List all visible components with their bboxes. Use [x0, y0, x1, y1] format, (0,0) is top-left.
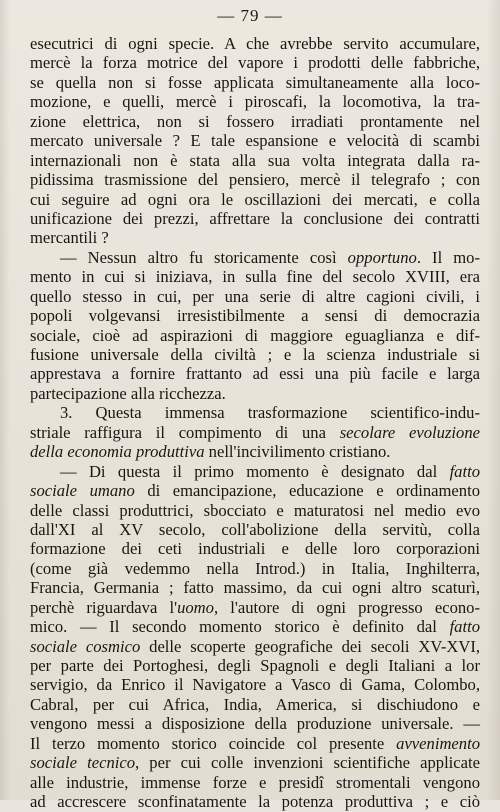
text-run: di emancipazione, educazione e ordinamento: [134, 481, 480, 501]
text-line: [30, 462, 480, 481]
text-line: [30, 423, 480, 442]
text-line: unificazione dei prezzi, affrettare la conclusione dei contratti: [30, 208, 480, 228]
text-line: Francia, Germania ; fatto massimo, da cui ogni altro scaturì,: [30, 578, 480, 598]
text-line: quello stesso in cui, per una serie di altre cagioni civili, i: [30, 286, 480, 306]
italic-text-run: sociale tecnico: [30, 753, 136, 773]
text-line: [30, 637, 480, 656]
italic-text-run: sociale umano: [30, 481, 135, 501]
italic-text-run: uomo: [177, 597, 214, 617]
italic-text-run: fatto: [449, 617, 480, 637]
text-run: — Nessun altro fu storicamente così: [60, 247, 348, 267]
italic-text-run: fatto: [449, 461, 480, 481]
text-run: — Di questa il primo momento è designato dal: [60, 461, 450, 481]
italic-text-run: avvenimento: [396, 733, 480, 753]
text-run: , l'autore di ogni progresso econo-: [213, 597, 481, 617]
italic-text-run: secolare evoluzione: [339, 422, 480, 442]
text-run: nell'incivilimento cristiano.: [204, 442, 391, 462]
text-run: . Il mo-: [416, 247, 480, 267]
text-line: apprestava a fornire frattanto ad essi una più facile e larga: [30, 364, 480, 384]
text-line: mercè la forza motrice del vapore i prodotti delle fabbriche,: [30, 53, 480, 73]
text-line: internazionali non è stata alla sua volta integrata dalla ra-: [30, 150, 480, 170]
text-run: striale raffigura il compimento di una: [30, 422, 340, 442]
text-line: zione elettrica, non si fossero irradiati prontamente nel: [30, 111, 480, 131]
text-run: , per cui colle invenzioni scientifiche applicate: [135, 753, 480, 773]
text-line: mercato universale ? E tale espansione e velocità di scambi: [30, 131, 480, 151]
text-line: dall'XI al XV secolo, coll'abolizione della servitù, colla: [30, 519, 480, 539]
text-line: per parte dei Portoghesi, degli Spagnoli e degli Italiani a lor: [30, 656, 480, 675]
page-gutter-shadow: [0, 0, 10, 800]
text-line: delle classi produttrici, sbocciato e maturatosi nel medio evo: [30, 500, 480, 520]
text-line: vengono messi a disposizione della produzione universale. —: [30, 714, 480, 734]
text-line: (come già vedemmo nella Introd.) in Italia, Inghilterra,: [30, 558, 480, 578]
text-line: servigio, da Enrico il Navigatore a Vasco di Gama, Colombo,: [30, 675, 480, 695]
text-line: mercantili ?: [30, 228, 109, 248]
text-line: formazione dei ceti industriali e delle loro corporazioni: [30, 539, 480, 559]
italic-text-run: sociale cosmico: [30, 636, 141, 656]
italic-text-run: della economia produttiva: [30, 442, 205, 462]
text-line: mozione, e quelli, mercè i piroscafi, la locomotiva, la tra-: [30, 92, 480, 112]
text-line: [30, 734, 480, 753]
text-line: cui seguire ad ogni ora le oscillazioni dei mercati, e colla: [30, 189, 480, 209]
text-line: [30, 617, 480, 636]
page-number: — 79 —: [217, 6, 283, 25]
text-line: esecutrici di ogni specie. A che avrebbe servito accumulare,: [30, 34, 480, 53]
text-line: alle industrie, immense forze e presidî stromentali vengono: [30, 772, 480, 792]
text-run: delle scoperte geografiche dei secoli XV-XVI,: [140, 636, 480, 656]
text-line: [30, 248, 480, 267]
text-line: ad accrescere sconfinatamente la potenza produttiva ; e ciò: [30, 792, 480, 812]
text-line: se quella non si fosse applicata simultaneamente alla loco-: [30, 72, 480, 92]
text-line: partecipazione alla ricchezza.: [30, 383, 226, 403]
text-line: pidissima trasmissione del pensiero, mercè il telegrafo ; con: [30, 170, 480, 190]
text-run: Il terzo momento storico coincide col presente: [30, 733, 397, 753]
text-line: mento in cui si iniziava, in sulla fine del secolo XVIII, era: [30, 267, 480, 287]
text-line: fusione universale della civiltà ; e la scienza industriale si: [30, 345, 480, 364]
text-line: Cabral, per cui Africa, India, America, si dischiudono e: [30, 694, 480, 714]
text-line: sociale, cioè ad aspirazioni di maggiore eguaglianza e dif-: [30, 325, 480, 345]
text-run: mico. — Il secondo momento storico è definito dal: [30, 617, 450, 637]
text-line: 3. Questa immensa trasformazione scientifico-indu-: [60, 403, 480, 423]
body-text: [30, 34, 480, 812]
page-edge-shadow: [486, 0, 500, 800]
text-run: perchè riguardava l': [30, 597, 178, 617]
italic-text-run: opportuno: [347, 247, 417, 267]
text-line: [30, 442, 480, 461]
text-line: popoli volgevansi irresistibilmente a sensi di democrazia: [30, 306, 480, 326]
text-line: [30, 481, 480, 500]
text-line: [30, 753, 480, 772]
text-line: [30, 598, 480, 617]
